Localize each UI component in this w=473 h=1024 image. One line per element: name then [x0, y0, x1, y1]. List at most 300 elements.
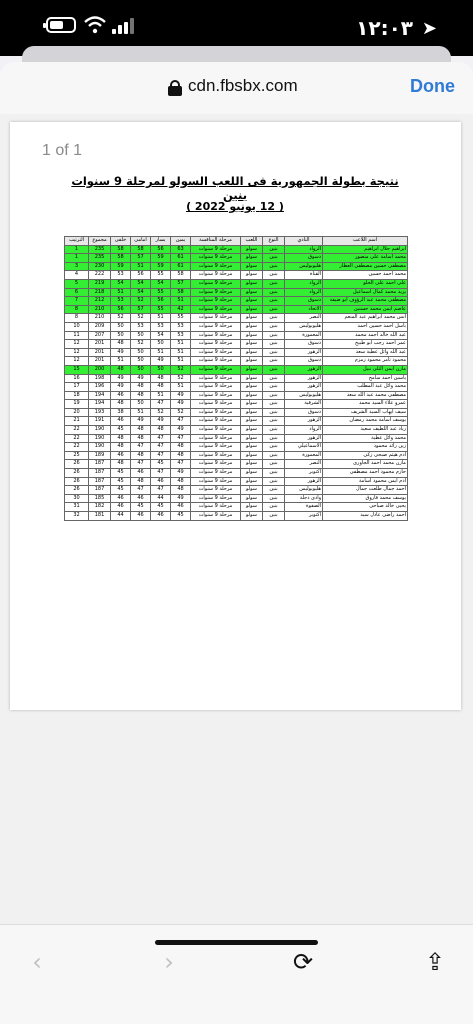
- table-cell: 51: [111, 357, 131, 366]
- table-cell: 46: [151, 512, 171, 521]
- table-cell: بنين: [263, 417, 285, 426]
- table-cell: باسل احمد حسين احمد: [323, 322, 408, 331]
- table-cell: 47: [131, 486, 151, 495]
- table-cell: 48: [171, 486, 191, 495]
- table-cell: 49: [111, 383, 131, 392]
- table-cell: 50: [131, 357, 151, 366]
- table-row: [65, 365, 408, 374]
- table-cell: بنين: [263, 314, 285, 323]
- table-cell: مرحلة 9 سنوات: [191, 322, 241, 331]
- table-cell: مرحلة 9 سنوات: [191, 512, 241, 521]
- results-table: [64, 236, 408, 521]
- table-cell: سولو: [241, 469, 263, 478]
- table-cell: 55: [151, 305, 171, 314]
- column-header: اللعب: [241, 237, 263, 246]
- table-cell: 51: [151, 391, 171, 400]
- table-cell: 56: [111, 305, 131, 314]
- table-cell: 11: [65, 331, 89, 340]
- table-cell: 49: [171, 426, 191, 435]
- table-cell: 26: [65, 469, 89, 478]
- table-cell: سولو: [241, 443, 263, 452]
- table-cell: 49: [171, 469, 191, 478]
- table-row: [65, 460, 408, 469]
- table-cell: مرحلة 9 سنوات: [191, 340, 241, 349]
- table-cell: 48: [111, 443, 131, 452]
- table-cell: مازن أيمن الثلى نبيل: [323, 365, 408, 374]
- table-cell: 32: [65, 512, 89, 521]
- battery-icon: [46, 17, 76, 33]
- table-cell: سولو: [241, 262, 263, 271]
- table-cell: 46: [111, 503, 131, 512]
- table-cell: 47: [171, 460, 191, 469]
- table-cell: 16: [65, 374, 89, 383]
- table-cell: الزهور: [285, 374, 323, 383]
- table-cell: احمد راضى عادل سيد: [323, 512, 408, 521]
- table-header-row: [65, 237, 408, 246]
- table-row: [65, 512, 408, 521]
- table-cell: أنس محمد ابراهيم عبد المنعم: [323, 314, 408, 323]
- table-cell: 1: [65, 254, 89, 263]
- table-cell: يحيى خالد صباحى: [323, 503, 408, 512]
- table-cell: 50: [131, 365, 151, 374]
- table-cell: 189: [89, 451, 111, 460]
- table-cell: مرحلة 9 سنوات: [191, 297, 241, 306]
- table-cell: 48: [131, 477, 151, 486]
- table-cell: الرواد: [285, 288, 323, 297]
- table-row: [65, 408, 408, 417]
- forward-icon[interactable]: ›: [154, 947, 184, 977]
- table-cell: مرحلة 9 سنوات: [191, 391, 241, 400]
- table-cell: سولو: [241, 305, 263, 314]
- table-cell: 51: [151, 348, 171, 357]
- table-row: [65, 305, 408, 314]
- table-cell: 47: [131, 460, 151, 469]
- table-cell: 209: [89, 322, 111, 331]
- lock-icon: [168, 80, 182, 96]
- table-cell: بنين: [263, 460, 285, 469]
- table-cell: 55: [171, 314, 191, 323]
- table-cell: 38: [111, 408, 131, 417]
- table-cell: 50: [131, 400, 151, 409]
- table-cell: مرحلة 9 سنوات: [191, 245, 241, 254]
- table-row: [65, 494, 408, 503]
- table-row: [65, 443, 408, 452]
- table-row: [65, 314, 408, 323]
- table-cell: بنين: [263, 494, 285, 503]
- table-cell: سولو: [241, 297, 263, 306]
- table-cell: زياد عبد اللطيف سعيد: [323, 426, 408, 435]
- table-cell: دسوق: [285, 408, 323, 417]
- table-cell: بنين: [263, 451, 285, 460]
- table-cell: 56: [131, 271, 151, 280]
- table-cell: 61: [171, 262, 191, 271]
- table-cell: 50: [151, 340, 171, 349]
- table-cell: 50: [131, 348, 151, 357]
- table-cell: بنين: [263, 297, 285, 306]
- table-cell: 46: [111, 494, 131, 503]
- table-cell: 49: [171, 494, 191, 503]
- table-cell: سولو: [241, 408, 263, 417]
- column-header: خلفى: [111, 237, 131, 246]
- table-cell: 201: [89, 340, 111, 349]
- table-cell: الزهور: [285, 348, 323, 357]
- table-cell: 49: [111, 374, 131, 383]
- table-cell: 49: [111, 348, 131, 357]
- table-cell: 48: [111, 434, 131, 443]
- table-cell: يزيد محمد كمال اسماعيل: [323, 288, 408, 297]
- table-cell: سولو: [241, 426, 263, 435]
- table-cell: هليوبوليس: [285, 391, 323, 400]
- table-cell: أحمد جمال طلعت جمال: [323, 486, 408, 495]
- table-cell: آدم أيمن محمود أسامة: [323, 477, 408, 486]
- table-cell: 22: [65, 426, 89, 435]
- table-cell: مرحلة 9 سنوات: [191, 331, 241, 340]
- table-cell: مرحلة 9 سنوات: [191, 417, 241, 426]
- table-cell: دسوق: [285, 297, 323, 306]
- table-cell: 51: [131, 262, 151, 271]
- table-cell: 45: [111, 469, 131, 478]
- table-cell: 30: [65, 494, 89, 503]
- status-time: ١٢:٠٣: [356, 16, 413, 40]
- table-row: [65, 486, 408, 495]
- table-cell: 53: [151, 322, 171, 331]
- table-cell: 45: [151, 460, 171, 469]
- table-cell: 54: [111, 279, 131, 288]
- column-header: مرحلة المنافسة: [191, 237, 241, 246]
- pdf-page: [10, 122, 461, 710]
- table-cell: 47: [171, 434, 191, 443]
- table-cell: 45: [171, 512, 191, 521]
- table-cell: مرحلة 9 سنوات: [191, 486, 241, 495]
- table-cell: بنين: [263, 426, 285, 435]
- table-cell: 42: [171, 305, 191, 314]
- table-cell: 7: [65, 297, 89, 306]
- pdf-viewer[interactable]: [0, 114, 473, 924]
- wifi-icon: [84, 16, 106, 34]
- table-cell: 12: [65, 340, 89, 349]
- table-cell: بنين: [263, 512, 285, 521]
- table-cell: 48: [171, 443, 191, 452]
- table-cell: 20: [65, 408, 89, 417]
- table-cell: 45: [111, 426, 131, 435]
- table-cell: مرحلة 9 سنوات: [191, 374, 241, 383]
- table-cell: دسوق: [285, 357, 323, 366]
- table-cell: سولو: [241, 434, 263, 443]
- table-cell: 17: [65, 383, 89, 392]
- column-header: يسار: [151, 237, 171, 246]
- table-cell: 48: [131, 434, 151, 443]
- table-cell: مرحلة 9 سنوات: [191, 460, 241, 469]
- table-cell: بنين: [263, 331, 285, 340]
- table-cell: 48: [151, 374, 171, 383]
- table-cell: 52: [131, 314, 151, 323]
- table-body: [65, 245, 408, 520]
- table-cell: 58: [111, 254, 131, 263]
- table-cell: 50: [111, 331, 131, 340]
- table-cell: بنين: [263, 348, 285, 357]
- table-cell: دسوق: [285, 340, 323, 349]
- table-cell: مرحلة 9 سنوات: [191, 271, 241, 280]
- table-cell: 58: [171, 271, 191, 280]
- table-cell: النصر: [285, 460, 323, 469]
- table-row: [65, 254, 408, 263]
- table-cell: 51: [151, 314, 171, 323]
- table-cell: 187: [89, 460, 111, 469]
- table-cell: 48: [131, 451, 151, 460]
- table-cell: 57: [171, 279, 191, 288]
- table-cell: 4: [65, 271, 89, 280]
- table-cell: هليوبوليس: [285, 322, 323, 331]
- table-cell: 51: [111, 288, 131, 297]
- table-cell: 52: [131, 340, 151, 349]
- table-cell: بنين: [263, 486, 285, 495]
- table-row: [65, 374, 408, 383]
- table-cell: 15: [65, 365, 89, 374]
- table-cell: سولو: [241, 340, 263, 349]
- table-cell: سولو: [241, 254, 263, 263]
- table-cell: 48: [131, 426, 151, 435]
- table-cell: هليوبوليس: [285, 486, 323, 495]
- table-cell: 59: [111, 262, 131, 271]
- table-row: [65, 331, 408, 340]
- table-cell: محمود تامر محمود زمزم: [323, 357, 408, 366]
- table-cell: أكتوبر: [285, 469, 323, 478]
- table-cell: الاتحاد: [285, 305, 323, 314]
- table-cell: 55: [151, 271, 171, 280]
- table-cell: سولو: [241, 271, 263, 280]
- table-cell: 190: [89, 426, 111, 435]
- table-cell: مرحلة 9 سنوات: [191, 494, 241, 503]
- table-cell: النصر: [285, 314, 323, 323]
- table-cell: 54: [131, 279, 151, 288]
- table-cell: مصطفى محمد عبد الرؤوف ابو ضيفة: [323, 297, 408, 306]
- table-cell: المعمورة: [285, 331, 323, 340]
- table-cell: حازم محمود احمد مصطفى: [323, 469, 408, 478]
- table-row: [65, 469, 408, 478]
- table-row: [65, 245, 408, 254]
- table-cell: 48: [111, 340, 131, 349]
- table-row: [65, 340, 408, 349]
- table-cell: 48: [111, 400, 131, 409]
- table-cell: مرحلة 9 سنوات: [191, 254, 241, 263]
- reload-icon[interactable]: ⟳: [288, 947, 318, 977]
- table-cell: سولو: [241, 494, 263, 503]
- table-cell: 31: [65, 503, 89, 512]
- table-row: [65, 288, 408, 297]
- table-cell: 46: [151, 477, 171, 486]
- table-cell: مازن محمد احمد الجاورى: [323, 460, 408, 469]
- table-cell: 45: [111, 486, 131, 495]
- table-cell: 47: [131, 443, 151, 452]
- table-cell: 230: [89, 262, 111, 271]
- table-cell: مرحلة 9 سنوات: [191, 408, 241, 417]
- table-cell: يوسف محمد فاروق: [323, 494, 408, 503]
- column-header: يمين: [171, 237, 191, 246]
- table-cell: 49: [151, 357, 171, 366]
- table-cell: 48: [171, 477, 191, 486]
- table-cell: بنين: [263, 322, 285, 331]
- table-cell: دسوق: [285, 254, 323, 263]
- table-cell: بنين: [263, 469, 285, 478]
- table-cell: 185: [89, 494, 111, 503]
- table-cell: 46: [131, 494, 151, 503]
- table-cell: مرحلة 9 سنوات: [191, 288, 241, 297]
- table-cell: 190: [89, 434, 111, 443]
- table-cell: 201: [89, 357, 111, 366]
- table-cell: 48: [131, 383, 151, 392]
- table-row: [65, 357, 408, 366]
- table-row: [65, 391, 408, 400]
- table-cell: سولو: [241, 451, 263, 460]
- table-cell: 46: [171, 503, 191, 512]
- table-cell: على احمد على الحلو: [323, 279, 408, 288]
- table-cell: عبد الله وائل عطية سعد: [323, 348, 408, 357]
- bottom-toolbar: [0, 924, 473, 1024]
- table-cell: سولو: [241, 279, 263, 288]
- table-cell: مرحلة 9 سنوات: [191, 262, 241, 271]
- table-cell: مرحلة 9 سنوات: [191, 426, 241, 435]
- table-cell: 18: [65, 391, 89, 400]
- table-cell: عبد الله خالد احمد محمد: [323, 331, 408, 340]
- table-cell: الزهور: [285, 365, 323, 374]
- table-cell: المعمورة: [285, 451, 323, 460]
- column-header: الترتيب: [65, 237, 89, 246]
- column-header: مجموع: [89, 237, 111, 246]
- table-cell: 190: [89, 443, 111, 452]
- table-cell: 187: [89, 477, 111, 486]
- table-cell: سولو: [241, 383, 263, 392]
- table-cell: 12: [65, 348, 89, 357]
- column-header: اسم اللاعب: [323, 237, 408, 246]
- table-cell: بنين: [263, 288, 285, 297]
- table-cell: 47: [151, 443, 171, 452]
- back-icon[interactable]: ‹: [22, 947, 52, 977]
- table-cell: 191: [89, 417, 111, 426]
- table-cell: 53: [171, 331, 191, 340]
- table-cell: مرحلة 9 سنوات: [191, 357, 241, 366]
- table-cell: مرحلة 9 سنوات: [191, 477, 241, 486]
- table-row: [65, 434, 408, 443]
- table-cell: 198: [89, 374, 111, 383]
- table-cell: الصفوة: [285, 503, 323, 512]
- table-cell: 201: [89, 348, 111, 357]
- table-cell: بنين: [263, 271, 285, 280]
- share-icon[interactable]: ⇪: [420, 947, 450, 977]
- table-cell: مرحلة 9 سنوات: [191, 503, 241, 512]
- table-cell: 47: [151, 451, 171, 460]
- table-cell: الرواد: [285, 245, 323, 254]
- table-cell: 45: [151, 503, 171, 512]
- table-cell: 45: [131, 503, 151, 512]
- table-cell: سولو: [241, 391, 263, 400]
- table-cell: 54: [131, 288, 151, 297]
- table-cell: 44: [111, 512, 131, 521]
- table-cell: 57: [131, 254, 151, 263]
- home-indicator: [155, 940, 318, 945]
- table-cell: بنين: [263, 357, 285, 366]
- table-cell: 61: [171, 254, 191, 263]
- table-cell: 53: [131, 322, 151, 331]
- table-cell: 63: [171, 245, 191, 254]
- done-button[interactable]: Done: [410, 76, 455, 96]
- table-cell: 10: [65, 322, 89, 331]
- table-cell: 54: [151, 331, 171, 340]
- table-cell: محمد وائل عطية: [323, 434, 408, 443]
- table-cell: الرواد: [285, 279, 323, 288]
- table-cell: 59: [151, 254, 171, 263]
- table-cell: 235: [89, 254, 111, 263]
- document-date: ( 12 يونيو 2022 ): [186, 200, 284, 213]
- table-cell: 21: [65, 417, 89, 426]
- table-cell: بنين: [263, 477, 285, 486]
- table-cell: سولو: [241, 503, 263, 512]
- table-cell: 51: [171, 383, 191, 392]
- table-cell: 212: [89, 297, 111, 306]
- table-cell: 52: [131, 297, 151, 306]
- table-cell: 47: [171, 417, 191, 426]
- table-cell: 51: [171, 357, 191, 366]
- page-indicator: 1 of 1: [42, 142, 83, 159]
- table-cell: 235: [89, 245, 111, 254]
- table-cell: 51: [171, 348, 191, 357]
- document-title: نتيجة بطولة الجمهورية فى اللعب السولو لمرحلة 9 سنوات بنين: [71, 174, 399, 202]
- table-cell: زين رائد محمود: [323, 443, 408, 452]
- table-row: [65, 417, 408, 426]
- table-cell: سولو: [241, 460, 263, 469]
- table-row: [65, 451, 408, 460]
- table-cell: 58: [111, 245, 131, 254]
- table-cell: 5: [65, 279, 89, 288]
- table-cell: سولو: [241, 512, 263, 521]
- table-cell: وادى دجلة: [285, 494, 323, 503]
- table-cell: سولو: [241, 322, 263, 331]
- table-cell: 187: [89, 469, 111, 478]
- url-bar: [0, 62, 473, 114]
- table-cell: 44: [151, 494, 171, 503]
- table-cell: 26: [65, 486, 89, 495]
- table-cell: بنين: [263, 245, 285, 254]
- table-cell: بنين: [263, 400, 285, 409]
- table-cell: 50: [111, 322, 131, 331]
- table-cell: 56: [151, 297, 171, 306]
- table-cell: 59: [151, 262, 171, 271]
- table-cell: بنين: [263, 391, 285, 400]
- table-row: [65, 262, 408, 271]
- table-cell: الشرقية: [285, 400, 323, 409]
- table-cell: مرحلة 9 سنوات: [191, 400, 241, 409]
- table-cell: مرحلة 9 سنوات: [191, 279, 241, 288]
- table-cell: 196: [89, 383, 111, 392]
- table-cell: 51: [171, 297, 191, 306]
- table-row: [65, 400, 408, 409]
- table-row: [65, 322, 408, 331]
- table-cell: 194: [89, 400, 111, 409]
- location-arrow-icon: ➤: [421, 18, 437, 39]
- signal-icon: [112, 18, 134, 34]
- table-cell: 49: [131, 417, 151, 426]
- table-cell: سيف ايهاب السيد الشريف: [323, 408, 408, 417]
- table-cell: 53: [111, 271, 131, 280]
- table-cell: بنين: [263, 374, 285, 383]
- table-cell: 193: [89, 408, 111, 417]
- table-cell: 219: [89, 279, 111, 288]
- table-cell: الزهور: [285, 417, 323, 426]
- table-cell: بنين: [263, 279, 285, 288]
- table-cell: 51: [131, 408, 151, 417]
- table-cell: 53: [111, 297, 131, 306]
- table-cell: الرواد: [285, 426, 323, 435]
- table-cell: 54: [151, 279, 171, 288]
